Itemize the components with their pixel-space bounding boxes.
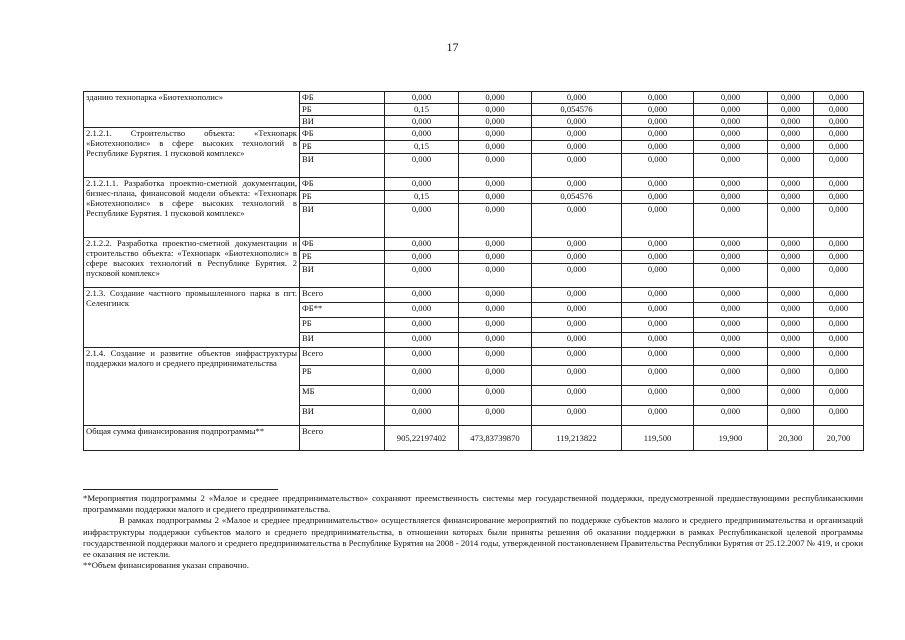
amount-cell: 0,000: [385, 303, 459, 318]
amount-cell: 0,000: [622, 238, 694, 251]
amount-cell: 119,500: [622, 426, 694, 451]
amount-cell: 0,000: [694, 204, 768, 238]
amount-cell: 0,000: [814, 318, 864, 333]
amount-cell: 0,000: [532, 238, 622, 251]
funding-source: ФБ**: [300, 303, 385, 318]
amount-cell: 0,000: [385, 318, 459, 333]
amount-cell: 0,000: [814, 154, 864, 178]
amount-cell: 0,000: [694, 116, 768, 128]
amount-cell: 0,000: [814, 303, 864, 318]
amount-cell: 0,000: [814, 92, 864, 104]
table-row: [84, 128, 864, 141]
amount-cell: 473,83739870: [459, 426, 532, 451]
amount-cell: 0,000: [532, 348, 622, 366]
amount-cell: 0,000: [768, 386, 814, 406]
row-description: 2.1.2.1.1. Разработка проектно-сметной документации, бизнес-плана, финансовой модели объекта: «Технопарк «Биотехнополис» в сфере высоких технологий в Республике Бурятия. 1 пусковой комплекс»: [84, 178, 300, 238]
amount-cell: 0,000: [532, 303, 622, 318]
amount-cell: 0,000: [532, 386, 622, 406]
amount-cell: 0,15: [385, 141, 459, 154]
amount-cell: 0,000: [694, 191, 768, 204]
amount-cell: 0,000: [622, 318, 694, 333]
funding-source: ВИ: [300, 204, 385, 238]
amount-cell: 0,000: [768, 104, 814, 116]
amount-cell: 0,000: [622, 264, 694, 288]
amount-cell: 0,000: [459, 204, 532, 238]
amount-cell: 0,000: [694, 406, 768, 426]
funding-source: Всего: [300, 348, 385, 366]
amount-cell: 0,000: [532, 264, 622, 288]
amount-cell: 0,000: [622, 348, 694, 366]
amount-cell: 0,000: [622, 154, 694, 178]
funding-source: ВИ: [300, 406, 385, 426]
amount-cell: 0,000: [814, 191, 864, 204]
amount-cell: 20,300: [768, 426, 814, 451]
funding-source: РБ: [300, 366, 385, 386]
amount-cell: 0,000: [694, 318, 768, 333]
funding-source: РБ: [300, 318, 385, 333]
funding-source: РБ: [300, 104, 385, 116]
amount-cell: 0,000: [814, 386, 864, 406]
amount-cell: 0,000: [622, 251, 694, 264]
amount-cell: 0,000: [768, 141, 814, 154]
amount-cell: 0,000: [694, 178, 768, 191]
amount-cell: 0,000: [532, 318, 622, 333]
footnote-separator: [83, 489, 278, 490]
amount-cell: 0,000: [385, 92, 459, 104]
footnotes: [83, 493, 863, 571]
funding-source: РБ: [300, 141, 385, 154]
amount-cell: 0,000: [622, 303, 694, 318]
amount-cell: 0,000: [694, 386, 768, 406]
table-body: [84, 92, 864, 451]
amount-cell: 0,000: [814, 348, 864, 366]
amount-cell: 0,000: [694, 288, 768, 303]
amount-cell: 0,000: [385, 386, 459, 406]
amount-cell: 0,000: [622, 366, 694, 386]
amount-cell: 0,000: [385, 251, 459, 264]
amount-cell: 0,000: [385, 128, 459, 141]
funding-source: Всего: [300, 426, 385, 451]
amount-cell: 0,000: [532, 204, 622, 238]
amount-cell: 0,15: [385, 191, 459, 204]
amount-cell: 0,000: [768, 288, 814, 303]
amount-cell: 0,000: [694, 128, 768, 141]
amount-cell: 0,000: [814, 251, 864, 264]
amount-cell: 0,000: [814, 128, 864, 141]
table-row: [84, 288, 864, 303]
amount-cell: 0,000: [768, 318, 814, 333]
amount-cell: 0,000: [768, 154, 814, 178]
amount-cell: 0,000: [768, 191, 814, 204]
amount-cell: 0,000: [768, 303, 814, 318]
funding-source: ФБ: [300, 128, 385, 141]
amount-cell: 0,000: [459, 178, 532, 191]
amount-cell: 0,000: [385, 366, 459, 386]
amount-cell: 0,000: [459, 348, 532, 366]
amount-cell: 119,213822: [532, 426, 622, 451]
amount-cell: 0,000: [459, 116, 532, 128]
amount-cell: 0,000: [694, 141, 768, 154]
amount-cell: 0,000: [814, 238, 864, 251]
page-number: 17: [446, 40, 459, 54]
amount-cell: 0,000: [532, 128, 622, 141]
amount-cell: 0,000: [459, 251, 532, 264]
amount-cell: 0,000: [459, 141, 532, 154]
amount-cell: 0,000: [385, 116, 459, 128]
amount-cell: 0,000: [694, 154, 768, 178]
amount-cell: 905,22197402: [385, 426, 459, 451]
table-row: [84, 92, 864, 104]
table-row: [84, 178, 864, 191]
amount-cell: 0,054576: [532, 191, 622, 204]
amount-cell: 0,000: [459, 406, 532, 426]
amount-cell: 0,000: [385, 264, 459, 288]
amount-cell: 0,000: [694, 348, 768, 366]
amount-cell: 0,000: [459, 238, 532, 251]
row-description: 2.1.4. Создание и развитие объектов инфраструктуры поддержки малого и среднего предпринимательства: [84, 348, 300, 426]
funding-source: РБ: [300, 251, 385, 264]
funding-source: ВИ: [300, 264, 385, 288]
amount-cell: 0,000: [814, 204, 864, 238]
amount-cell: 0,000: [532, 366, 622, 386]
amount-cell: 0,000: [459, 366, 532, 386]
table-row: [84, 348, 864, 366]
amount-cell: 0,000: [385, 178, 459, 191]
amount-cell: 0,000: [814, 264, 864, 288]
amount-cell: 0,054576: [532, 104, 622, 116]
table-row: [84, 426, 864, 451]
funding-source: ФБ: [300, 178, 385, 191]
amount-cell: 19,900: [694, 426, 768, 451]
amount-cell: 0,000: [459, 191, 532, 204]
funding-source: ФБ: [300, 92, 385, 104]
amount-cell: 0,000: [459, 104, 532, 116]
amount-cell: 0,000: [768, 238, 814, 251]
amount-cell: 0,000: [814, 178, 864, 191]
amount-cell: 0,000: [459, 154, 532, 178]
footnote-1: *Мероприятия подпрограммы 2 «Малое и среднее предпринимательство» сохраняют преемственность системы мер государственной поддержки, предусмотренной предшествующими республиканскими программами поддержки малого и среднего предпринимательства.: [83, 493, 863, 515]
amount-cell: 0,000: [768, 178, 814, 191]
amount-cell: 0,000: [814, 141, 864, 154]
amount-cell: 0,000: [768, 92, 814, 104]
amount-cell: 0,000: [532, 406, 622, 426]
table-row: [84, 238, 864, 251]
amount-cell: 0,000: [768, 128, 814, 141]
amount-cell: 0,000: [768, 251, 814, 264]
amount-cell: 0,000: [694, 104, 768, 116]
amount-cell: 0,000: [532, 251, 622, 264]
amount-cell: 0,000: [814, 406, 864, 426]
amount-cell: 0,000: [459, 264, 532, 288]
amount-cell: 0,000: [459, 386, 532, 406]
amount-cell: 0,000: [385, 333, 459, 348]
amount-cell: 0,000: [768, 204, 814, 238]
amount-cell: 0,000: [532, 116, 622, 128]
amount-cell: 0,000: [694, 366, 768, 386]
funding-source: Всего: [300, 288, 385, 303]
amount-cell: 0,000: [768, 264, 814, 288]
amount-cell: 0,000: [622, 178, 694, 191]
amount-cell: 0,000: [768, 333, 814, 348]
funding-source: ВИ: [300, 116, 385, 128]
amount-cell: 0,000: [768, 116, 814, 128]
amount-cell: 0,000: [622, 92, 694, 104]
amount-cell: 0,000: [622, 204, 694, 238]
amount-cell: 0,000: [532, 92, 622, 104]
amount-cell: 0,000: [532, 288, 622, 303]
amount-cell: 0,000: [814, 288, 864, 303]
amount-cell: 0,000: [622, 191, 694, 204]
amount-cell: 0,000: [532, 154, 622, 178]
amount-cell: 0,000: [459, 333, 532, 348]
funding-source: МБ: [300, 386, 385, 406]
amount-cell: 0,000: [622, 128, 694, 141]
row-description: 2.1.2.1. Строительство объекта: «Технопарк «Биотехнополис» в сфере высоких технологий в Республике Бурятия. 1 пусковой комплекс»: [84, 128, 300, 178]
amount-cell: 0,15: [385, 104, 459, 116]
amount-cell: 0,000: [385, 154, 459, 178]
amount-cell: 0,000: [459, 288, 532, 303]
amount-cell: 0,000: [694, 251, 768, 264]
amount-cell: 0,000: [385, 406, 459, 426]
amount-cell: 0,000: [459, 318, 532, 333]
amount-cell: 0,000: [814, 333, 864, 348]
amount-cell: 0,000: [694, 92, 768, 104]
amount-cell: 0,000: [768, 348, 814, 366]
amount-cell: 0,000: [694, 303, 768, 318]
amount-cell: 0,000: [459, 303, 532, 318]
funding-source: ВИ: [300, 154, 385, 178]
amount-cell: 0,000: [532, 178, 622, 191]
funding-source: ВИ: [300, 333, 385, 348]
funding-source: ФБ: [300, 238, 385, 251]
amount-cell: 0,000: [385, 348, 459, 366]
row-description: Общая сумма финансирования подпрограммы**: [84, 426, 300, 451]
amount-cell: 0,000: [622, 104, 694, 116]
amount-cell: 0,000: [768, 366, 814, 386]
amount-cell: 20,700: [814, 426, 864, 451]
amount-cell: 0,000: [694, 333, 768, 348]
funding-source: РБ: [300, 191, 385, 204]
amount-cell: 0,000: [768, 406, 814, 426]
amount-cell: 0,000: [385, 238, 459, 251]
amount-cell: 0,000: [532, 141, 622, 154]
amount-cell: 0,000: [622, 386, 694, 406]
amount-cell: 0,000: [694, 238, 768, 251]
amount-cell: 0,000: [622, 116, 694, 128]
amount-cell: 0,000: [385, 288, 459, 303]
footnote-2: **Объем финансирования указан справочно.: [83, 560, 249, 571]
amount-cell: 0,000: [622, 288, 694, 303]
amount-cell: 0,000: [814, 366, 864, 386]
amount-cell: 0,000: [459, 128, 532, 141]
row-description: 2.1.2.2. Разработка проектно-сметной документации и строительство объекта: «Технопарк «Биотехнополис» в сфере высоких технологий в Республике Бурятия. 2 пусковой комплекс»: [84, 238, 300, 288]
financing-table: [83, 91, 864, 451]
amount-cell: 0,000: [622, 141, 694, 154]
amount-cell: 0,000: [814, 116, 864, 128]
amount-cell: 0,000: [694, 264, 768, 288]
amount-cell: 0,000: [385, 204, 459, 238]
footnote-paragraph: В рамках подпрограммы 2 «Малое и среднее предпринимательство» осуществляется финансирование мероприятий по поддержке субъектов малого и среднего предпринимательства и организаций инфраструктуры поддержки субъектов малого и среднего предпринимательства, в отношении которых были приняты решения об оказании поддержки в рамках Республиканской целевой программы государственной поддержки малого и среднего предпринимательства в Республике Бурятия на 2008 - 2014 годы, утвержденной постановлением Правительства Республики Бурятия от 25.12.2007 № 419, и сроки ее оказания не истекли.: [83, 515, 863, 560]
amount-cell: 0,000: [622, 406, 694, 426]
amount-cell: 0,000: [814, 104, 864, 116]
row-description: зданию технопарка «Биотехнополис»: [84, 92, 300, 128]
amount-cell: 0,000: [622, 333, 694, 348]
amount-cell: 0,000: [532, 333, 622, 348]
amount-cell: 0,000: [459, 92, 532, 104]
row-description: 2.1.3. Создание частного промышленного парка в пгт. Селенгинск: [84, 288, 300, 348]
